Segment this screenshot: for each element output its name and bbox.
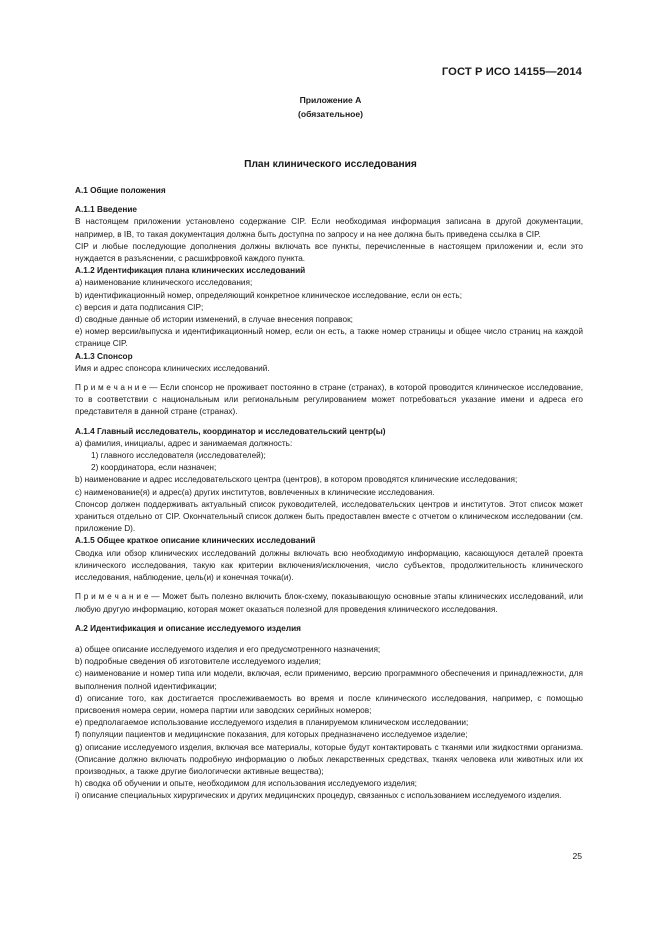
list-item: i) описание специальных хирургических и других медицинских процедур, связанных с использованием исследуемого изделия. — [75, 791, 562, 801]
paragraph: Сводка или обзор клинических исследований должны включать всю необходимую информацию, касающуюся деталей проекта клинического исследования, такую как критерии включения/исключения, число субъектов, продолжительность клинического исследования, наблюдение, цель(и) и конечная точка(и). — [75, 548, 583, 583]
list-item: e) номер версии/выпуска и идентификационный номер, если он есть, а также номер страницы и общее число страниц на каждой странице CIP. — [75, 327, 583, 349]
list-item: a) фамилия, инициалы, адрес и занимаемая должность: — [75, 438, 293, 448]
list-item: e) предполагаемое использование исследуемого изделия в планируемом клиническом исследовании; — [75, 718, 469, 728]
list-item: d) описание того, как достигается прослеживаемость во время и после клинического исследования, например, с помощью присвоения номера серии, номера партии или заводских серийных номеров; — [75, 693, 583, 715]
paragraph: Имя и адрес спонсора клинических исследований. — [75, 363, 270, 373]
list-item: c) наименование и номер типа или модели, включая, если применимо, версию программного обеспечения и принадлежности, для выполнения полной идентификации; — [75, 669, 583, 691]
list-item: c) версия и дата подписания CIP; — [75, 302, 204, 312]
list-item: h) сводка об обучении и опыте, необходимом для использования исследуемого изделия; — [75, 779, 417, 789]
subsection-heading: А.1.2 Идентификация плана клинических исследований — [75, 266, 306, 276]
note-text: — Если спонсор не проживает постоянно в стране (странах), в которой проводится клиническое исследование, то в соответствии с национальным или региональным регулированием может потребоваться указание имени и адреса его представителя в данной стране (странах). — [75, 383, 584, 417]
note-text: — Может быть полезно включить блок-схему, показывающую основные этапы клинических исследований, или любую другую информацию, которая может оказаться полезной для проведения клинического исследования. — [75, 592, 584, 614]
note — [75, 591, 583, 615]
paragraph: CIP и любые последующие дополнения должны включать все пункты, перечисленные в настоящем приложении и, если это нуждается в разъяснении, с расшифровкой каждого пункта. — [75, 241, 583, 264]
list-item: c) наименование(я) и адрес(а) других институтов, вовлеченных в клинические исследования. — [75, 487, 435, 497]
appendix-status: (обязательное) — [297, 109, 364, 119]
note-label: П р и м е ч а н и е — [75, 592, 149, 602]
document-id: ГОСТ Р ИСО 14155—2014 — [441, 66, 582, 78]
subsection-heading: А.1.1 Введение — [75, 205, 137, 215]
document-body — [75, 185, 583, 803]
paragraph: В настоящем приложении установлено содержание CIP. Если необходимая информация записана в другой документации, например, в IB, то такая документация должна быть доступна по запросу и на нее должна быть приведена ссылка в CIP. — [75, 217, 583, 239]
subsection-heading: А.1.5 Общее краткое описание клинических исследований — [75, 536, 316, 546]
list-item: b) идентификационный номер, определяющий конкретное клиническое исследование, если он есть; — [75, 290, 463, 300]
appendix-title: Приложение А — [299, 95, 362, 105]
note-label: П р и м е ч а н и е — [75, 383, 147, 393]
main-title: План клинического исследования — [244, 159, 417, 170]
list-item: f) популяции пациентов и медицинские показания, для которых предназначено исследуемое изделие; — [75, 730, 468, 740]
subsection-heading: А.1.4 Главный исследователь, координатор и исследовательский центр(ы) — [75, 426, 386, 436]
list-item: a) наименование клинического исследования; — [75, 278, 253, 288]
subsection-heading: А.1.3 Спонсор — [75, 351, 133, 361]
list-item: b) подробные сведения об изготовителе исследуемого изделия; — [75, 657, 321, 667]
list-item: d) сводные данные об истории изменений, в случае внесения поправок; — [75, 315, 353, 325]
section-heading: А.1 Общие положения — [75, 186, 166, 195]
paragraph: Спонсор должен поддерживать актуальный список руководителей, исследовательских центров и институтов. Этот список может храниться отдельно от CIP. Окончательный список должен быть предоставлен вместе с отчетом о клиническом исследовании (см. приложение D). — [75, 499, 583, 534]
sub-list-item: 2) координатора, если назначен; — [91, 463, 217, 473]
section-heading: А.2 Идентификация и описание исследуемого изделия — [75, 623, 301, 633]
note — [75, 382, 583, 419]
page-number: 25 — [572, 851, 582, 861]
sub-list-item: 1) главного исследователя (исследователей); — [91, 451, 266, 461]
list-item: g) описание исследуемого изделия, включая все материалы, которые будут контактировать с тканями или жидкостями организма. (Описание должно включать подробную информацию о любых лекарственных средствах, тканях человека или животных или их производных, а также другие биологически активные вещества); — [75, 742, 583, 776]
list-item: a) общее описание исследуемого изделия и его предусмотренного назначения; — [75, 644, 381, 654]
list-item: b) наименование и адрес исследовательского центра (центров), в котором проводятся клинические исследования; — [75, 475, 518, 485]
